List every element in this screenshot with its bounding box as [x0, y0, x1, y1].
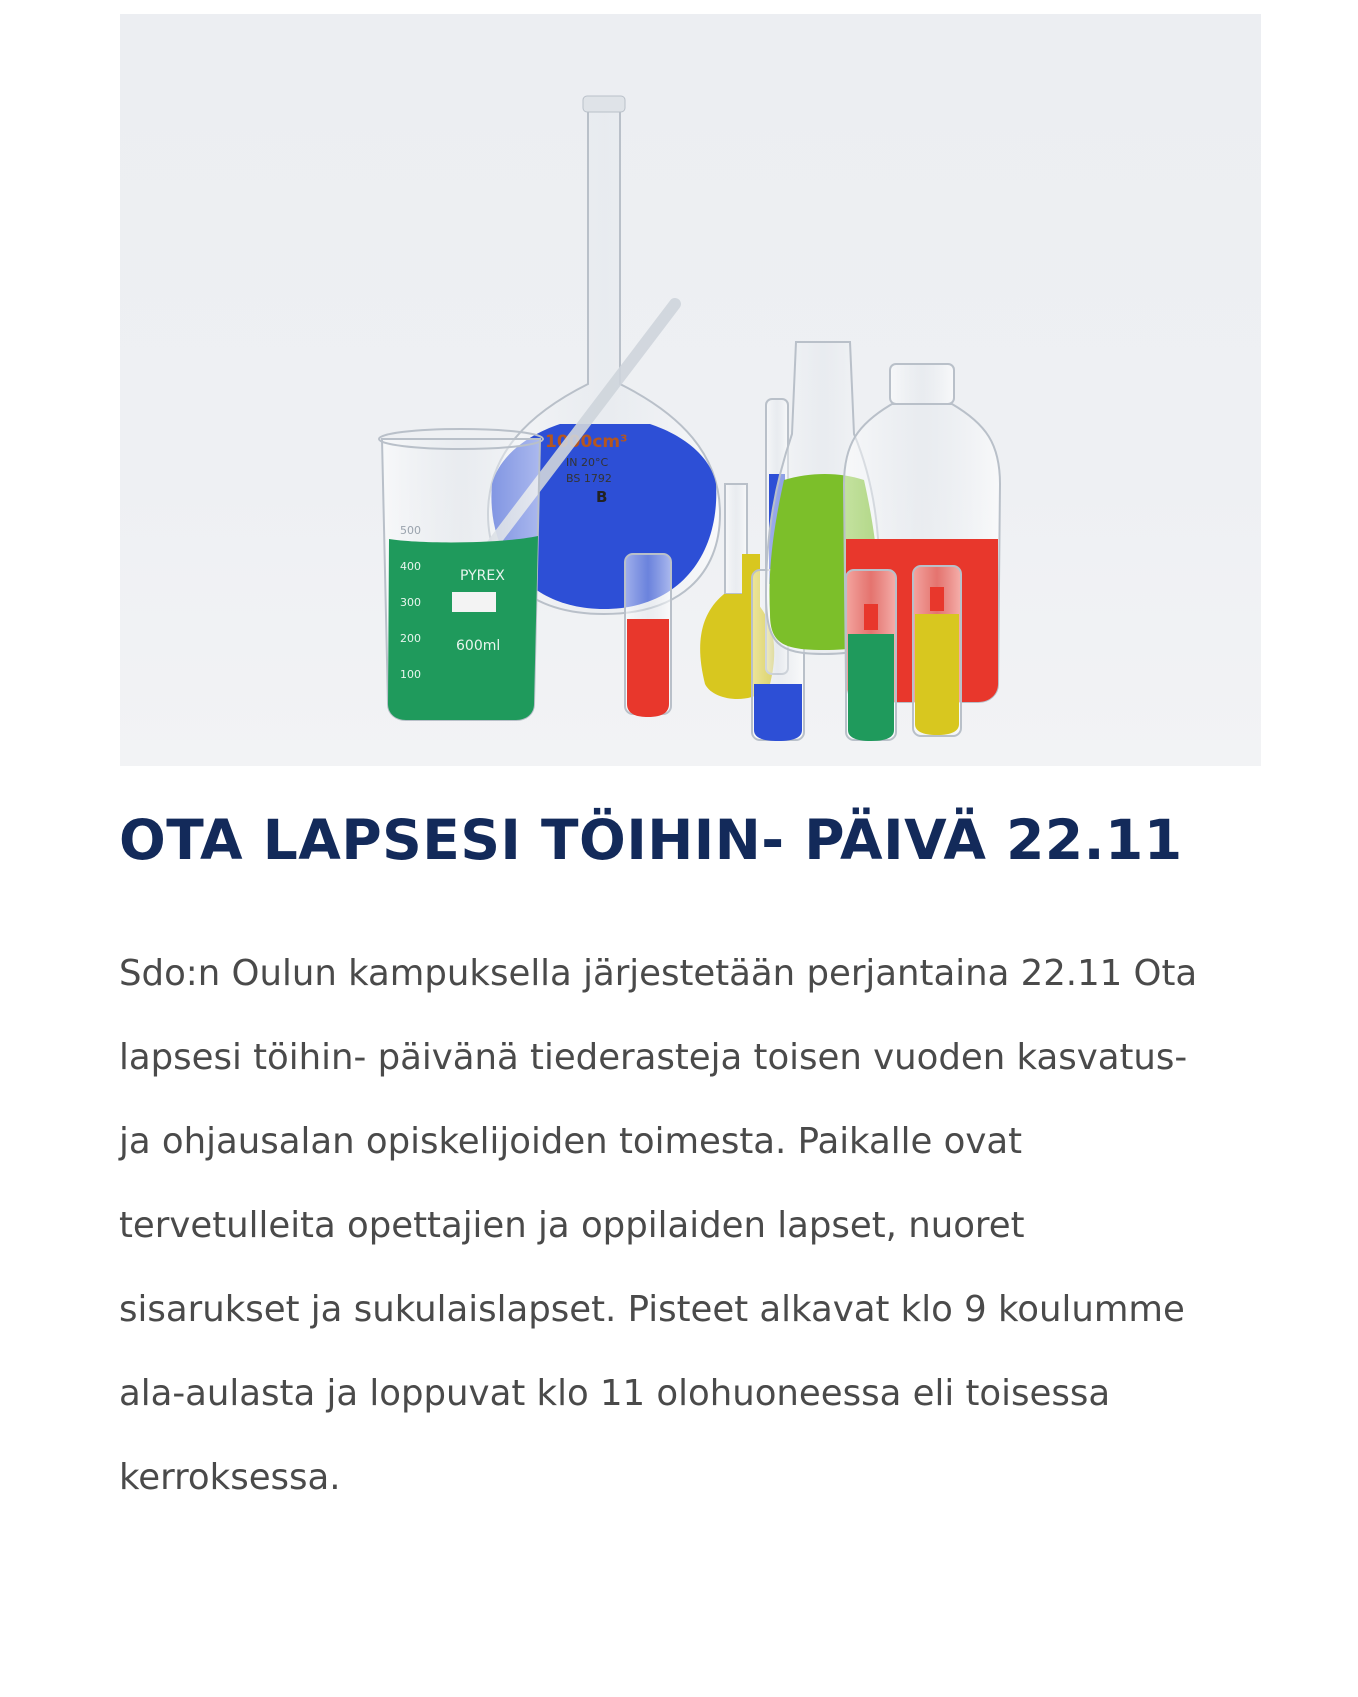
- beaker-brand-label: PYREX: [460, 568, 505, 584]
- page-title: OTA LAPSESI TÖIHIN- PÄIVÄ 22.11: [119, 808, 1183, 872]
- test-tube-yellow: [913, 566, 961, 736]
- lab-glassware-illustration: [120, 14, 1261, 766]
- beaker-scale-200: 200: [400, 632, 421, 645]
- beaker-volume-label: 600ml: [456, 638, 501, 654]
- test-tube-green: [846, 570, 896, 741]
- article-body: [119, 932, 1279, 1520]
- body-line: ala-aulasta ja loppuvat klo 11 olohuoneessa eli toisessa: [119, 1373, 1111, 1414]
- flask-volume-label: 1000cm³: [545, 432, 628, 452]
- body-line: Sdo:n Oulun kampuksella järjestetään perjantaina 22.11 Ota: [119, 953, 1198, 994]
- beaker: [379, 429, 543, 720]
- body-line: lapsesi töihin- päivänä tiederasteja toisen vuoden kasvatus-: [119, 1037, 1188, 1078]
- flask-class-label: B: [596, 488, 608, 506]
- flask-std-label: BS 1792: [566, 472, 612, 485]
- hero-image: [120, 14, 1261, 766]
- body-line: tervetulleita opettajien ja oppilaiden lapset, nuoret: [119, 1205, 1025, 1246]
- beaker-scale-400: 400: [400, 560, 421, 573]
- body-line: ja ohjausalan opiskelijoiden toimesta. Paikalle ovat: [119, 1121, 1022, 1162]
- beaker-scale-500: 500: [400, 524, 421, 537]
- beaker-label-box: [452, 592, 496, 612]
- test-tube-red: [625, 554, 671, 717]
- body-line: kerroksessa.: [119, 1457, 341, 1498]
- beaker-scale-100: 100: [400, 668, 421, 681]
- flask-temp-label: IN 20°C: [566, 456, 609, 469]
- beaker-scale-300: 300: [400, 596, 421, 609]
- body-line: sisarukset ja sukulaislapset. Pisteet alkavat klo 9 koulumme: [119, 1289, 1185, 1330]
